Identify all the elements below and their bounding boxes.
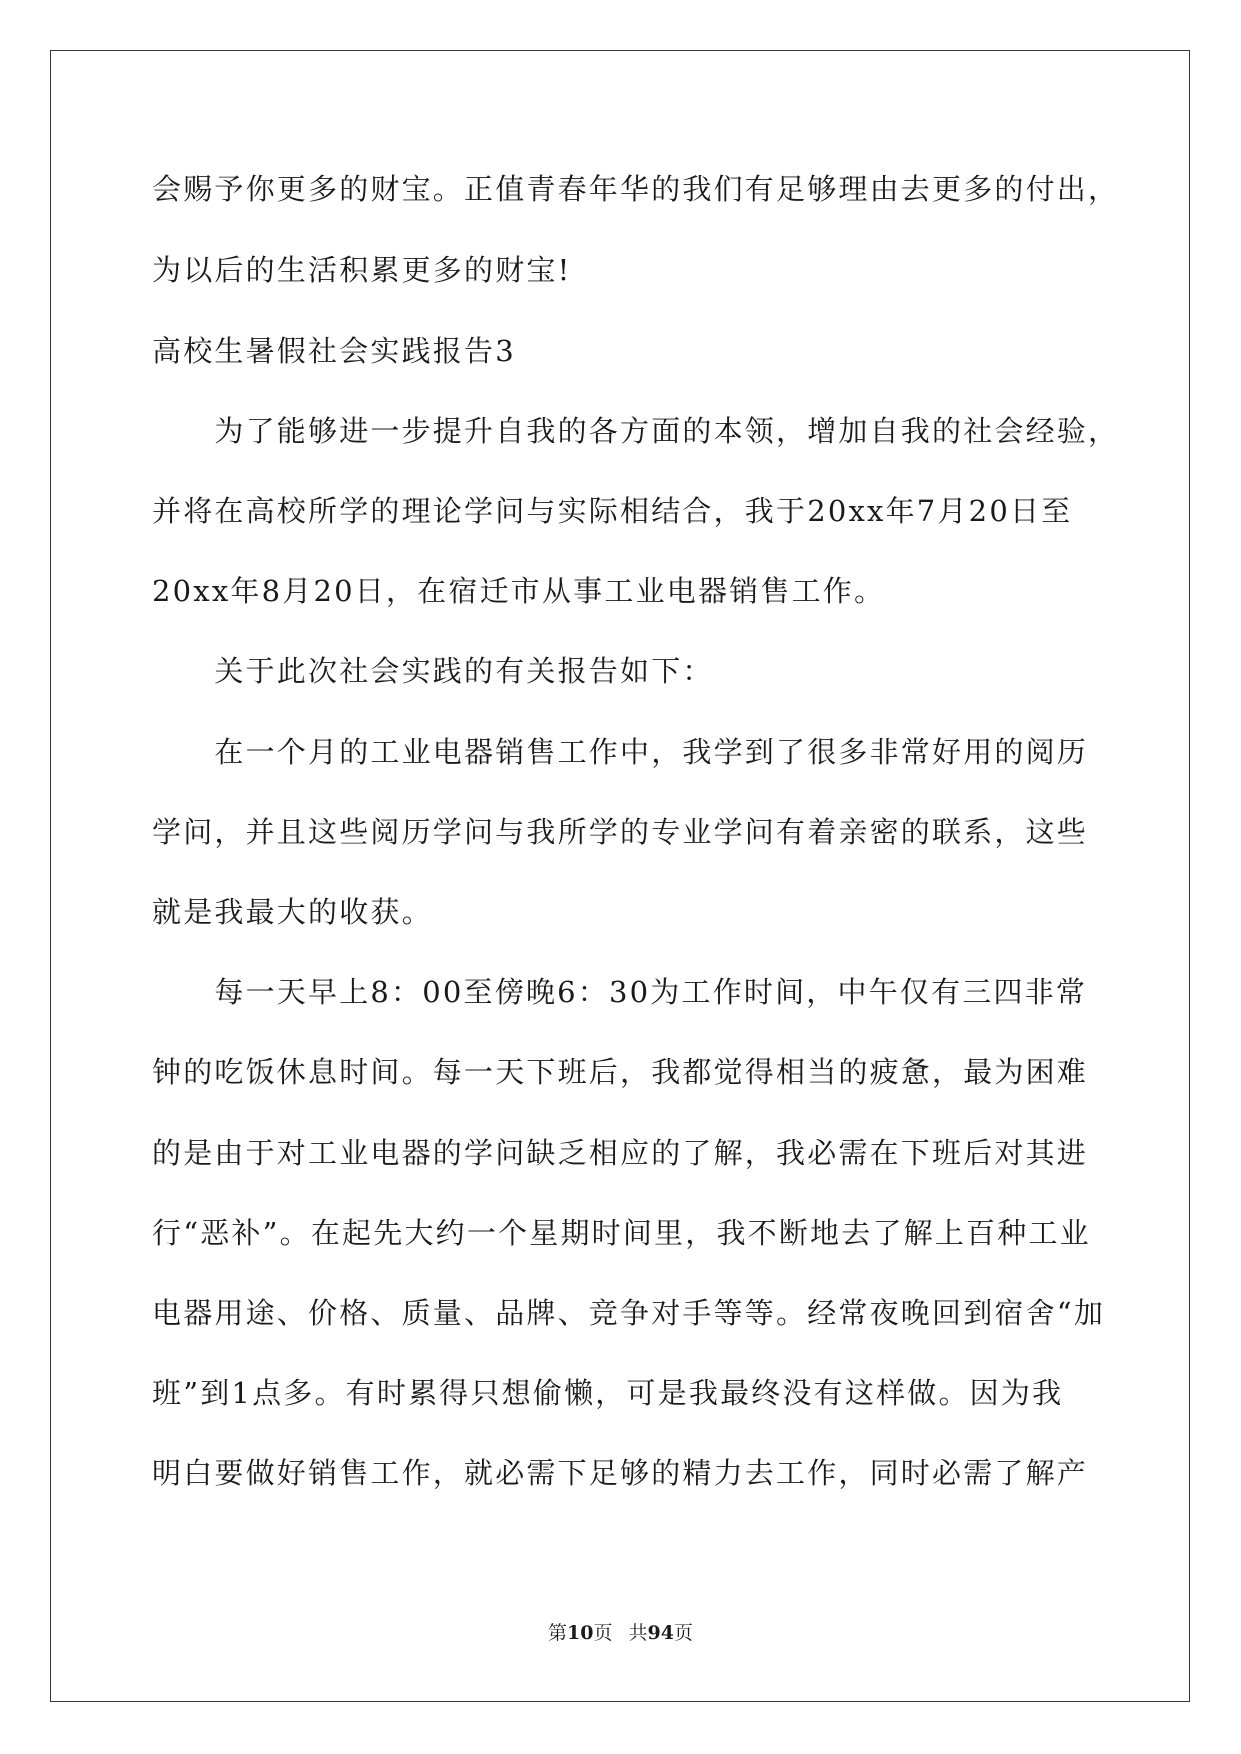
page-prefix: 第 xyxy=(548,1622,568,1644)
paragraph-line: 班”到1点多。有时累得只想偷懒，可是我最终没有这样做。因为我 xyxy=(152,1376,1064,1410)
paragraph-line: 为了能够进一步提升自我的各方面的本领，增加自我的社会经验， xyxy=(152,414,1120,448)
page-footer xyxy=(0,1621,1241,1645)
paragraph-line: 学问，并且这些阅历学问与我所学的专业学问有着亲密的联系，这些 xyxy=(152,815,1089,849)
page-suffix: 页 xyxy=(593,1622,613,1644)
page-current-number: 10 xyxy=(567,1622,594,1644)
total-suffix: 页 xyxy=(673,1622,693,1644)
paragraph-line: 每一天早上8：00至傍晚6：30为工作时间，中午仅有三四非常 xyxy=(152,975,1088,1009)
paragraph-line: 钟的吃饭休息时间。每一天下班后，我都觉得相当的疲惫，最为困难 xyxy=(152,1055,1089,1089)
paragraph-line: 关于此次社会实践的有关报告如下： xyxy=(152,654,714,688)
paragraph-line: 的是由于对工业电器的学问缺乏相应的了解，我必需在下班后对其进 xyxy=(152,1136,1089,1170)
paragraph-line: 明白要做好销售工作，就必需下足够的精力去工作，同时必需了解产 xyxy=(152,1456,1089,1490)
paragraph-line: 就是我最大的收获。 xyxy=(152,895,433,929)
section-heading: 高校生暑假社会实践报告3 xyxy=(152,334,516,368)
paragraph-line: 行“恶补”。在起先大约一个星期时间里，我不断地去了解上百种工业 xyxy=(152,1216,1091,1250)
paragraph-line: 20xx年8月20日，在宿迁市从事工业电器销售工作。 xyxy=(152,574,886,608)
paragraph-line: 在一个月的工业电器销售工作中，我学到了很多非常好用的阅历 xyxy=(152,735,1089,769)
paragraph-line: 为以后的生活积累更多的财宝! xyxy=(152,253,572,287)
total-prefix: 共 xyxy=(628,1622,648,1644)
page-total-number: 94 xyxy=(647,1622,674,1644)
paragraph-line: 电器用途、价格、质量、品牌、竞争对手等等。经常夜晚回到宿舍“加 xyxy=(152,1296,1106,1330)
paragraph-line: 并将在高校所学的理论学问与实际相结合，我于20xx年7月20日至 xyxy=(152,494,1073,528)
paragraph-line: 会赐予你更多的财宝。正值青春年华的我们有足够理由去更多的付出， xyxy=(152,172,1120,206)
